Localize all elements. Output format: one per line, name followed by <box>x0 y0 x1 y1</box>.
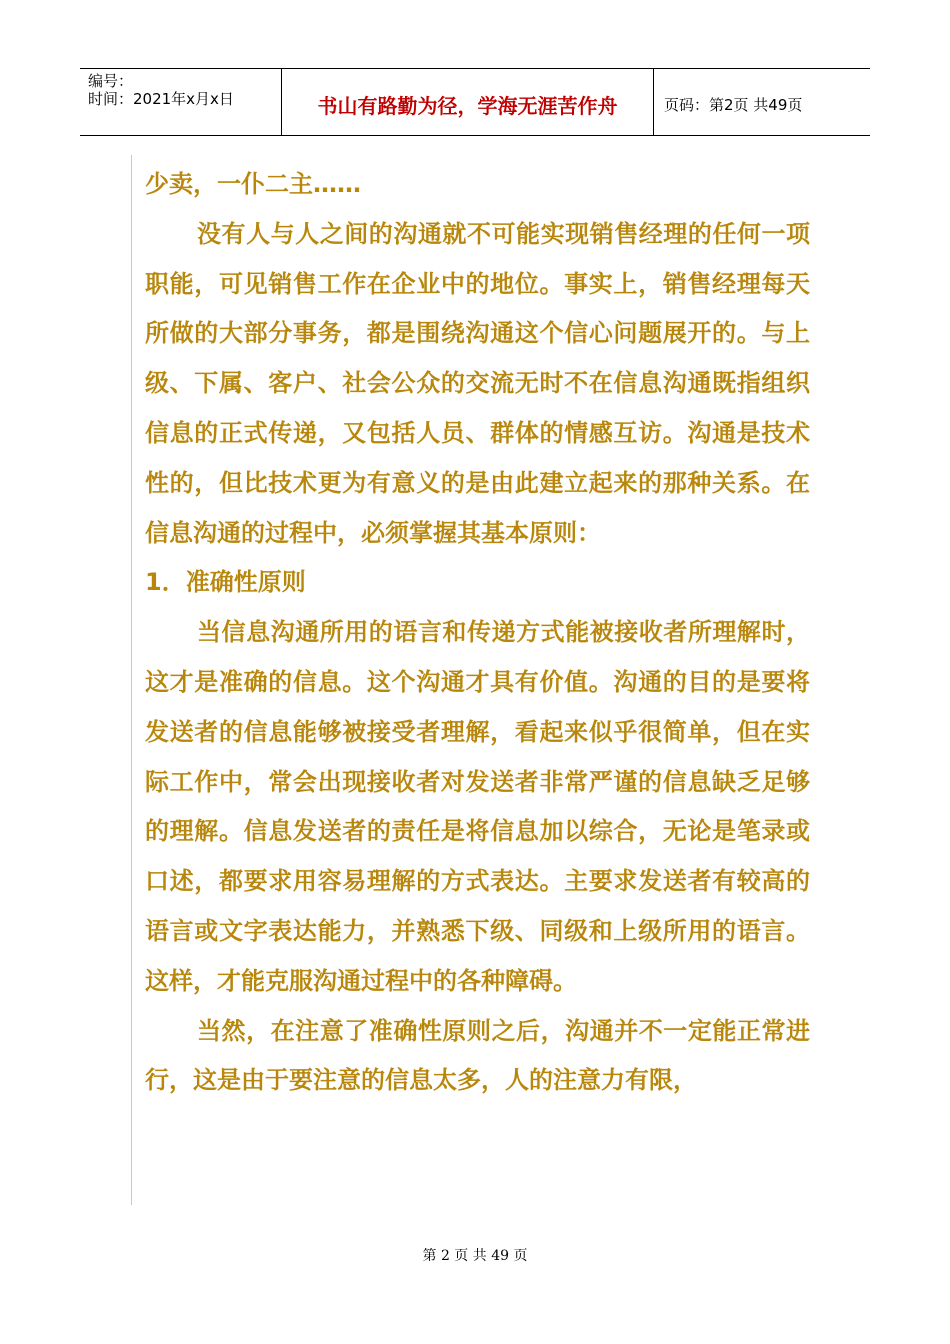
section-heading: 1．准确性原则 <box>145 568 306 597</box>
header-page-info: 页码：第2页 共49页 <box>664 95 803 114</box>
document-body <box>145 160 810 1106</box>
header-motto: 书山有路勤为径，学海无涯苦作舟 <box>282 69 654 135</box>
page-header <box>80 68 870 136</box>
header-meta <box>80 69 282 135</box>
document-code-label: 编号： <box>88 72 134 90</box>
page-footer: 第 2 页 共 49 页 <box>422 1248 528 1264</box>
document-date: 时间：2021年x月x日 <box>88 90 234 108</box>
paragraph-followup: 当然，在注意了准确性原则之后，沟通并不一定能正常进行，这是由于要注意的信息太多，人的注意力有限， <box>145 1016 810 1095</box>
paragraph-intro: 没有人与人之间的沟通就不可能实现销售经理的任何一项职能，可见销售工作在企业中的地位。事实上，销售经理每天所做的大部分事务，都是围绕沟通这个信心问题展开的。与上级、下属、客户、社会公众的交流无时不在信息沟通既指组织信息的正式传递，又包括人员、群体的情感互访。沟通是技术性的，但比技术更为有意义的是由此建立起来的那种关系。在信息沟通的过程中，必须掌握其基本原则： <box>145 219 810 547</box>
paragraph-continuation: 少卖，一仆二主…… <box>145 170 361 198</box>
paragraph-accuracy: 当信息沟通所用的语言和传递方式能被接收者所理解时，这才是准确的信息。这个沟通才具有价值。沟通的目的是要将发送者的信息能够被接受者理解，看起来似乎很简单，但在实际工作中，常会出现接收者对发送者非常严谨的信息缺乏足够的理解。信息发送者的责任是将信息加以综合，无论是笔录或口述，都要求用容易理解的方式表达。主要求发送者有较高的语言或文字表达能力，并熟悉下级、同级和上级所用的语言。这样，才能克服沟通过程中的各种障碍。 <box>145 618 810 995</box>
left-margin-line <box>131 155 132 1205</box>
